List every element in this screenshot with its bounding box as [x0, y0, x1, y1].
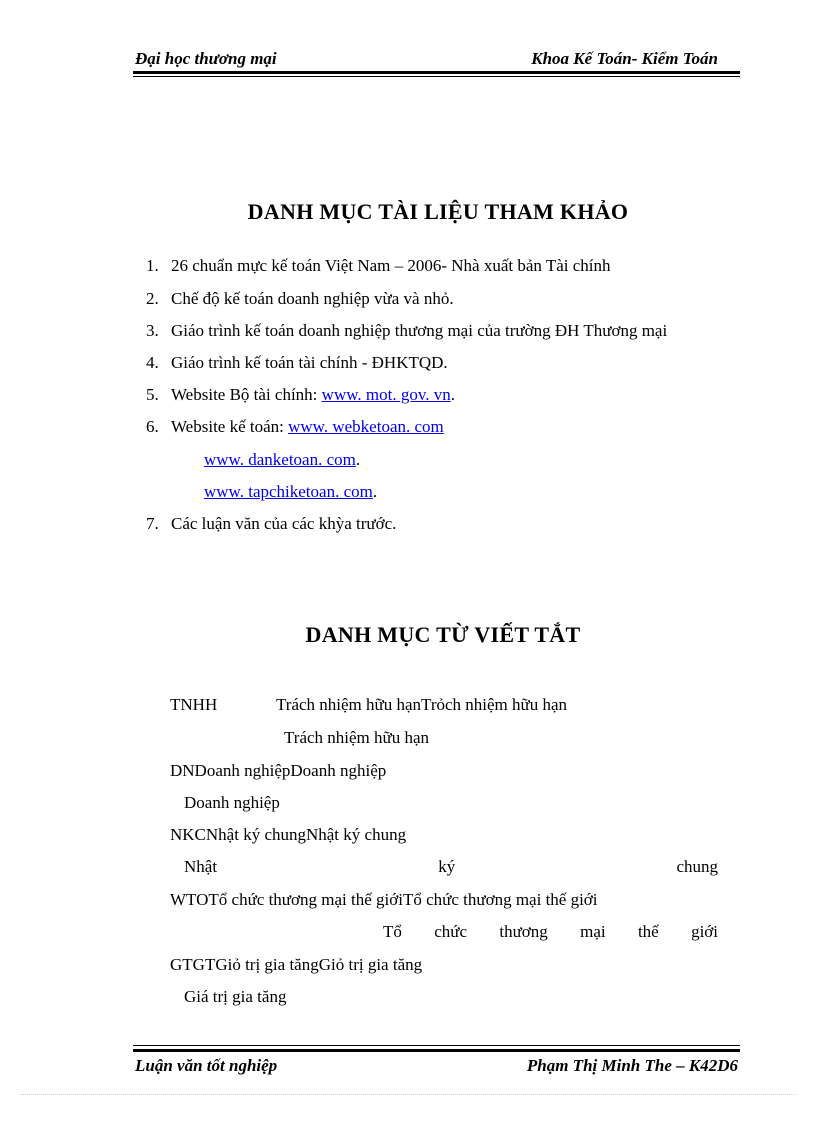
footer-right: Phạm Thị Minh The – K42D6 — [526, 1056, 738, 1075]
header-rule-thin — [133, 76, 740, 77]
reference-item-7: 7. Các luận văn của các khỳa trước. — [146, 514, 397, 533]
abbr-dn-line: DNDoanh nghiệpDoanh nghiệp — [170, 761, 387, 780]
reference-item-4: 4. Giáo trình kế toán tài chính - ĐHKTQD. — [146, 353, 448, 372]
abbr-dn-definition: Doanh nghiệp — [184, 793, 280, 812]
abbr-tnhh-key: TNHH — [170, 695, 218, 714]
reference-item-3: 3. Giáo trình kế toán doanh nghiệp thương mại của trường ĐH Thương mại — [146, 321, 668, 340]
abbr-nkc-definition: Nhật ký chung — [184, 857, 718, 876]
abbr-gtgt-line: GTGTGiỏ trị gia tăngGiỏ trị gia tăng — [170, 955, 423, 974]
reference-subitem-danketoan: www. danketoan. com. — [204, 450, 361, 469]
references-title: DANH MỤC TÀI LIỆU THAM KHẢO — [247, 199, 629, 224]
tapchiketoan-link[interactable]: www. tapchiketoan. com — [204, 482, 373, 501]
abbr-wto-definition: Tổ chức thương mại thế giới — [383, 922, 718, 941]
footer-rule-thin — [133, 1045, 740, 1046]
abbr-gtgt-definition: Giá trị gia tăng — [184, 987, 287, 1006]
header-rule-thick — [133, 71, 740, 74]
reference-item-5: 5. Website Bộ tài chính: www. mot. gov. vn. — [146, 385, 455, 404]
reference-item-2: 2. Chế độ kế toán doanh nghiệp vừa và nhỏ. — [146, 289, 454, 308]
footer-left: Luận văn tốt nghiệp — [135, 1056, 278, 1075]
abbr-wto-line: WTOTổ chức thương mại thế giớiTổ chức thương mại thế giới — [170, 890, 598, 909]
webketoan-link[interactable]: www. webketoan. com — [288, 417, 444, 436]
abbr-tnhh-definition: Trách nhiệm hữu hạn — [284, 728, 430, 747]
reference-subitem-tapchiketoan: www. tapchiketoan. com. — [204, 482, 378, 501]
page-edge-dotted-line — [20, 1094, 796, 1095]
abbr-tnhh-text: Trách nhiệm hữu hạnTrỏch nhiệm hữu hạn — [276, 695, 568, 714]
footer-rule-thick — [133, 1049, 740, 1052]
abbr-nkc-line: NKCNhật ký chungNhật ký chung — [170, 825, 407, 844]
abbreviations-title: DANH MỤC TỪ VIẾT TẮT — [305, 622, 581, 647]
reference-item-6: 6. Website kế toán: www. webketoan. com — [146, 417, 444, 436]
header-right: Khoa Kế Toán- Kiểm Toán — [531, 49, 718, 68]
header-left: Đại học thương mại — [135, 49, 277, 68]
mof-website-link[interactable]: www. mot. gov. vn — [321, 385, 451, 404]
reference-item-1: 1. 26 chuẩn mực kế toán Việt Nam – 2006- Nhà xuất bản Tài chính — [146, 256, 611, 275]
danketoan-link[interactable]: www. danketoan. com — [204, 450, 356, 469]
